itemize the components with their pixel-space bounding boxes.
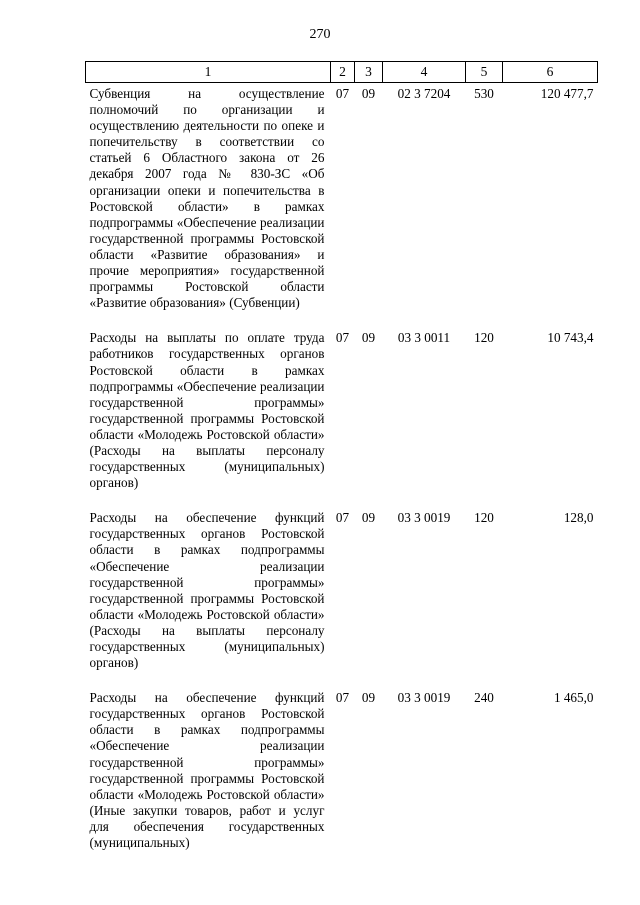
row-subsection: 09: [361, 330, 376, 346]
row-description: Субвенция на осуществление полномочий по организации и осуществлению деятельности по опеке и попечительству в соответствии со статьей 6 Областного закона от 26 декабря 2007 года № 830-ЗС «Об организации опеки и попечительства в Ростовской области» в рамках подпрограммы «Обеспечение реализации государственной программы Ростовской области «Развитие образования» и прочие мероприятия» государственной программы Ростовской области «Развитие образования» (Субвенции): [89, 86, 325, 311]
row-expense-type: 120: [474, 330, 494, 346]
table-row: [86, 327, 598, 507]
table-row: [86, 507, 598, 687]
row-section: 07: [335, 86, 350, 101]
header-col-6: 6: [503, 62, 598, 83]
row-target-code: 03 3 0019: [397, 690, 451, 706]
table-row: [86, 687, 598, 851]
row-section: 07: [335, 510, 350, 526]
row-amount: 128,0: [563, 510, 594, 526]
row-subsection: 09: [361, 86, 376, 101]
header-col-2: 2: [331, 62, 355, 83]
row-target-code: 02 3 7204: [397, 86, 451, 101]
header-col-4: 4: [383, 62, 466, 83]
row-description: Расходы на обеспечение функций государственных органов Ростовской области в рамках подпрограммы «Обеспечение реализации государственной программы» государственной программы Ростовской области «Молодежь Ростовской области» (Расходы на выплаты персоналу государственных (муниципальных) органов): [89, 510, 325, 671]
row-expense-type: 240: [474, 690, 494, 706]
budget-table: [85, 61, 598, 851]
table-row: [86, 83, 598, 328]
row-target-code: 03 3 0019: [397, 510, 451, 526]
row-amount: 120 477,7: [540, 86, 594, 101]
header-row: [86, 62, 598, 83]
page-number: 270: [309, 27, 331, 42]
row-expense-type: 120: [474, 510, 494, 526]
row-description: Расходы на обеспечение функций государственных органов Ростовской области в рамках подпрограммы «Обеспечение реализации государственной программы» государственной программы Ростовской области «Молодежь Ростовской области» (Иные закупки товаров, работ и услуг для обеспечения государственных (муниципальных): [89, 690, 325, 851]
row-target-code: 03 3 0011: [397, 330, 451, 346]
row-description: Расходы на выплаты по оплате труда работников государственных органов Ростовской области в рамках подпрограммы «Обеспечение реализации государственной программы» государственной программы Ростовской области «Молодежь Ростовской области» (Расходы на выплаты персоналу государственных (муниципальных) органов): [89, 330, 325, 491]
header-col-5: 5: [466, 62, 503, 83]
row-amount: 10 743,4: [547, 330, 594, 346]
row-subsection: 09: [361, 510, 376, 526]
row-subsection: 09: [361, 690, 376, 706]
row-expense-type: 530: [474, 86, 494, 101]
row-section: 07: [335, 330, 350, 346]
header-col-1: 1: [86, 62, 331, 83]
row-section: 07: [335, 690, 350, 706]
row-amount: 1 465,0: [553, 690, 594, 706]
header-col-3: 3: [355, 62, 383, 83]
